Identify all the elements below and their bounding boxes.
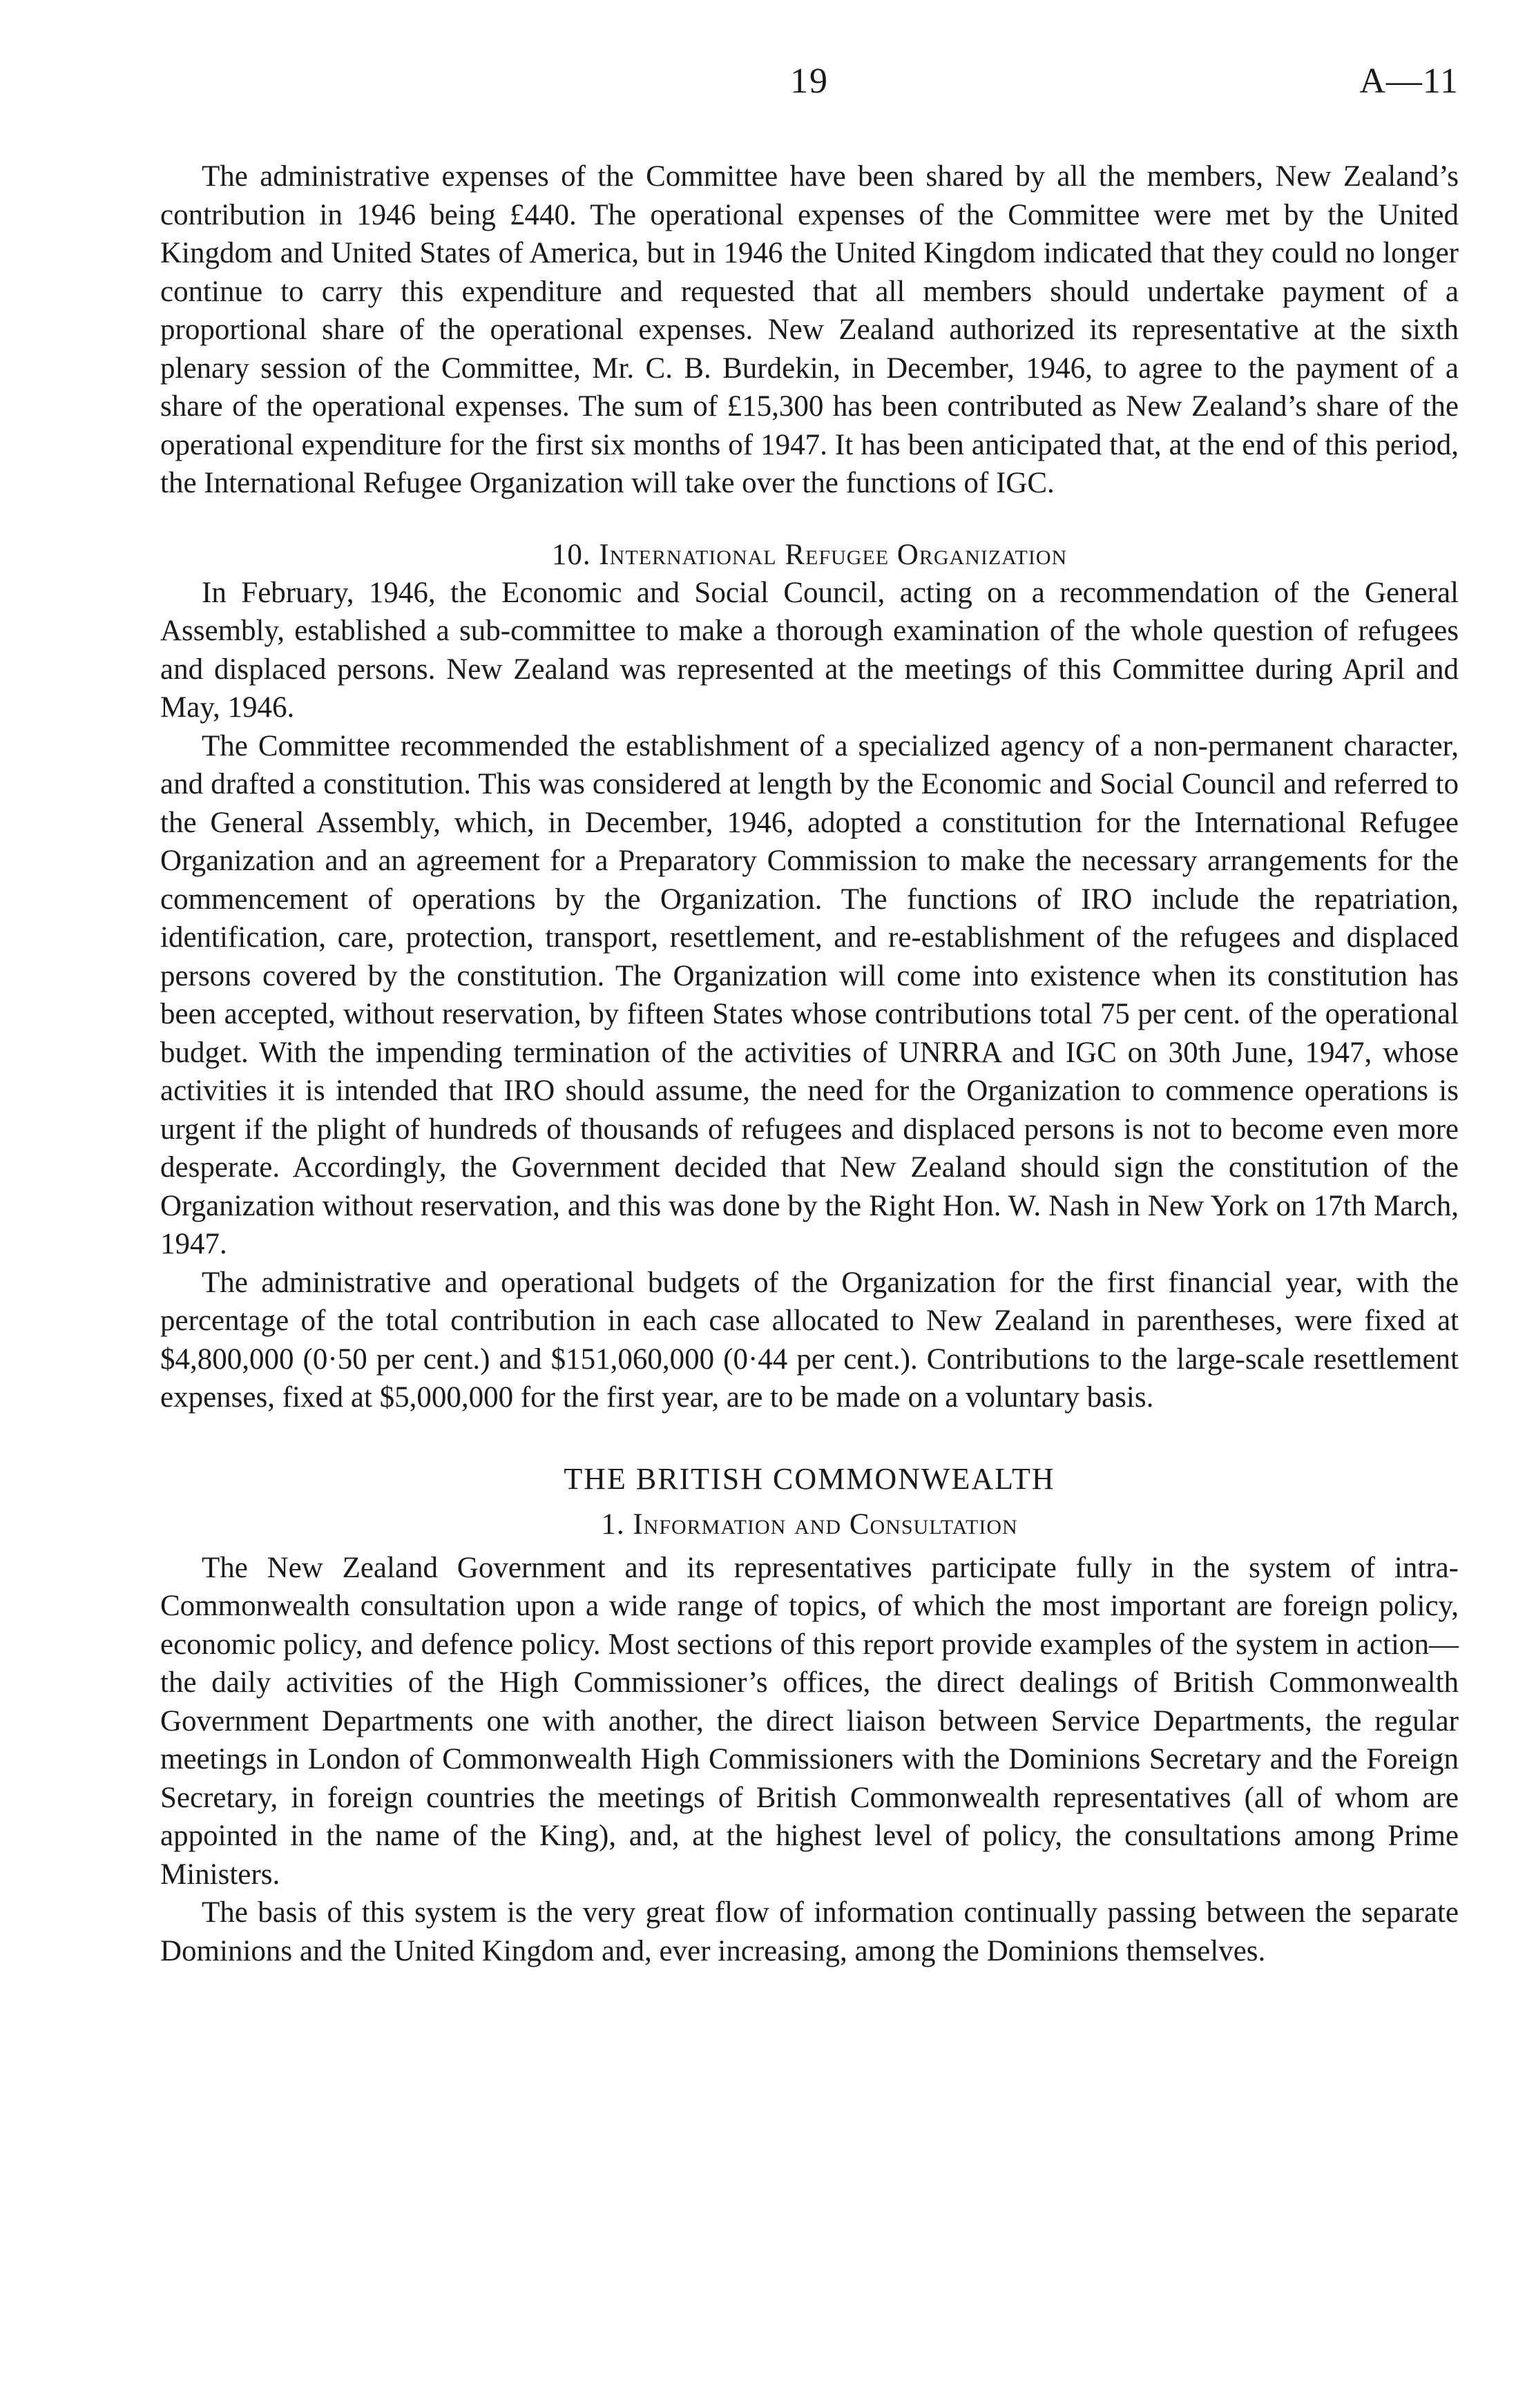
iro-paragraph-3: The administrative and operational budgets of the Organization for the first financial year, with the percentage of the total contribution in each case allocated to New Zealand in parentheses, were fixed at $4,800,000 (0·50 per cent.) and $151,060,000 (0·44 per cent.). Contributions to the large-scale resettlement expenses, fixed at $5,000,000 for the first year, are to be made on a voluntary basis. — [160, 1266, 1459, 1414]
series-code: A—11 — [1359, 61, 1459, 101]
iro-paragraph-2: The Committee recommended the establishment of a specialized agency of a non-permanent character, and drafted a constitution. This was considered at length by the Economic and Social Council and referred to the General Assembly, which, in December, 1946, adopted a constitution for the International Refugee Organization and an agreement for a Preparatory Commission to make the necessary arrangements for the commencement of operations by the Organization. The functions of IRO include the repatriation, identification, care, protection, transport, resettlement, and re-establishment of the refugees and displaced persons covered by the constitution. The Organization will come into existence when its constitution has been accepted, without reservation, by fifteen States whose contributions total 75 per cent. of the operational budget. With the impending termination of the activities of UNRRA and IGC on 30th June, 1947, whose activities it is intended that IRO should assume, the need for the Organization to commence operations is urgent if the plight of hundreds of thousands of refugees and displaced persons is not to become even more desperate. Accordingly, the Government decided that New Zealand should sign the constitution of the Organization without reservation, and this was done by the Right Hon. W. Nash in New York on 17th March, 1947. — [160, 729, 1459, 1260]
iro-paragraph-1: In February, 1946, the Economic and Social Council, acting on a recommendation of the General Assembly, established a sub-committee to make a thorough examination of the whole question of refugees and displaced persons. New Zealand was represented at the meetings of this Committee during April and May, 1946. — [160, 576, 1459, 724]
page-number: 19 — [790, 61, 829, 101]
page-header — [160, 61, 1459, 116]
info-consultation-heading: 1. Information and Consultation — [601, 1508, 1018, 1541]
info-paragraph-2: The basis of this system is the very great flow of information continually passing between the separate Dominions and the United Kingdom and, ever increasing, among the Dominions themselves. — [160, 1896, 1459, 1967]
commonwealth-part-heading: THE BRITISH COMMONWEALTH — [564, 1461, 1055, 1496]
igc-expenses-paragraph: The administrative expenses of the Committee have been shared by all the members, New Zealand’s contribution in 1946 being £440. The operational expenses of the Committee were met by the United Kingdom and United States of America, but in 1946 the United Kingdom indicated that they could no longer continue to carry this expenditure and requested that all members should undertake payment of a proportional share of the operational expenses. New Zealand authorized its representative at the sixth plenary session of the Committee, Mr. C. B. Burdekin, in December, 1946, to agree to the payment of a share of the operational expenses. The sum of £15,300 has been contributed as New Zealand’s share of the operational expenditure for the first six months of 1947. It has been anticipated that, at the end of this period, the International Refugee Organization will take over the functions of IGC. — [160, 160, 1459, 499]
info-paragraph-1: The New Zealand Government and its representatives participate fully in the system of intra-Commonwealth consultation upon a wide range of topics, of which the most important are foreign policy, economic policy, and defence policy. Most sections of this report provide examples of the system in action—the daily activities of the High Commissioner’s offices, the direct dealings of British Commonwealth Government Departments one with another, the direct liaison between Service Departments, the regular meetings in London of Commonwealth High Commissioners with the Dominions Secretary and the Foreign Secretary, in foreign countries the meetings of British Commonwealth representatives (all of whom are appointed in the name of the King), and, at the highest level of policy, the consultations among Prime Ministers. — [160, 1551, 1459, 1891]
page-content — [160, 157, 1459, 1970]
iro-section-heading: 10. International Refugee Organization — [551, 538, 1068, 571]
